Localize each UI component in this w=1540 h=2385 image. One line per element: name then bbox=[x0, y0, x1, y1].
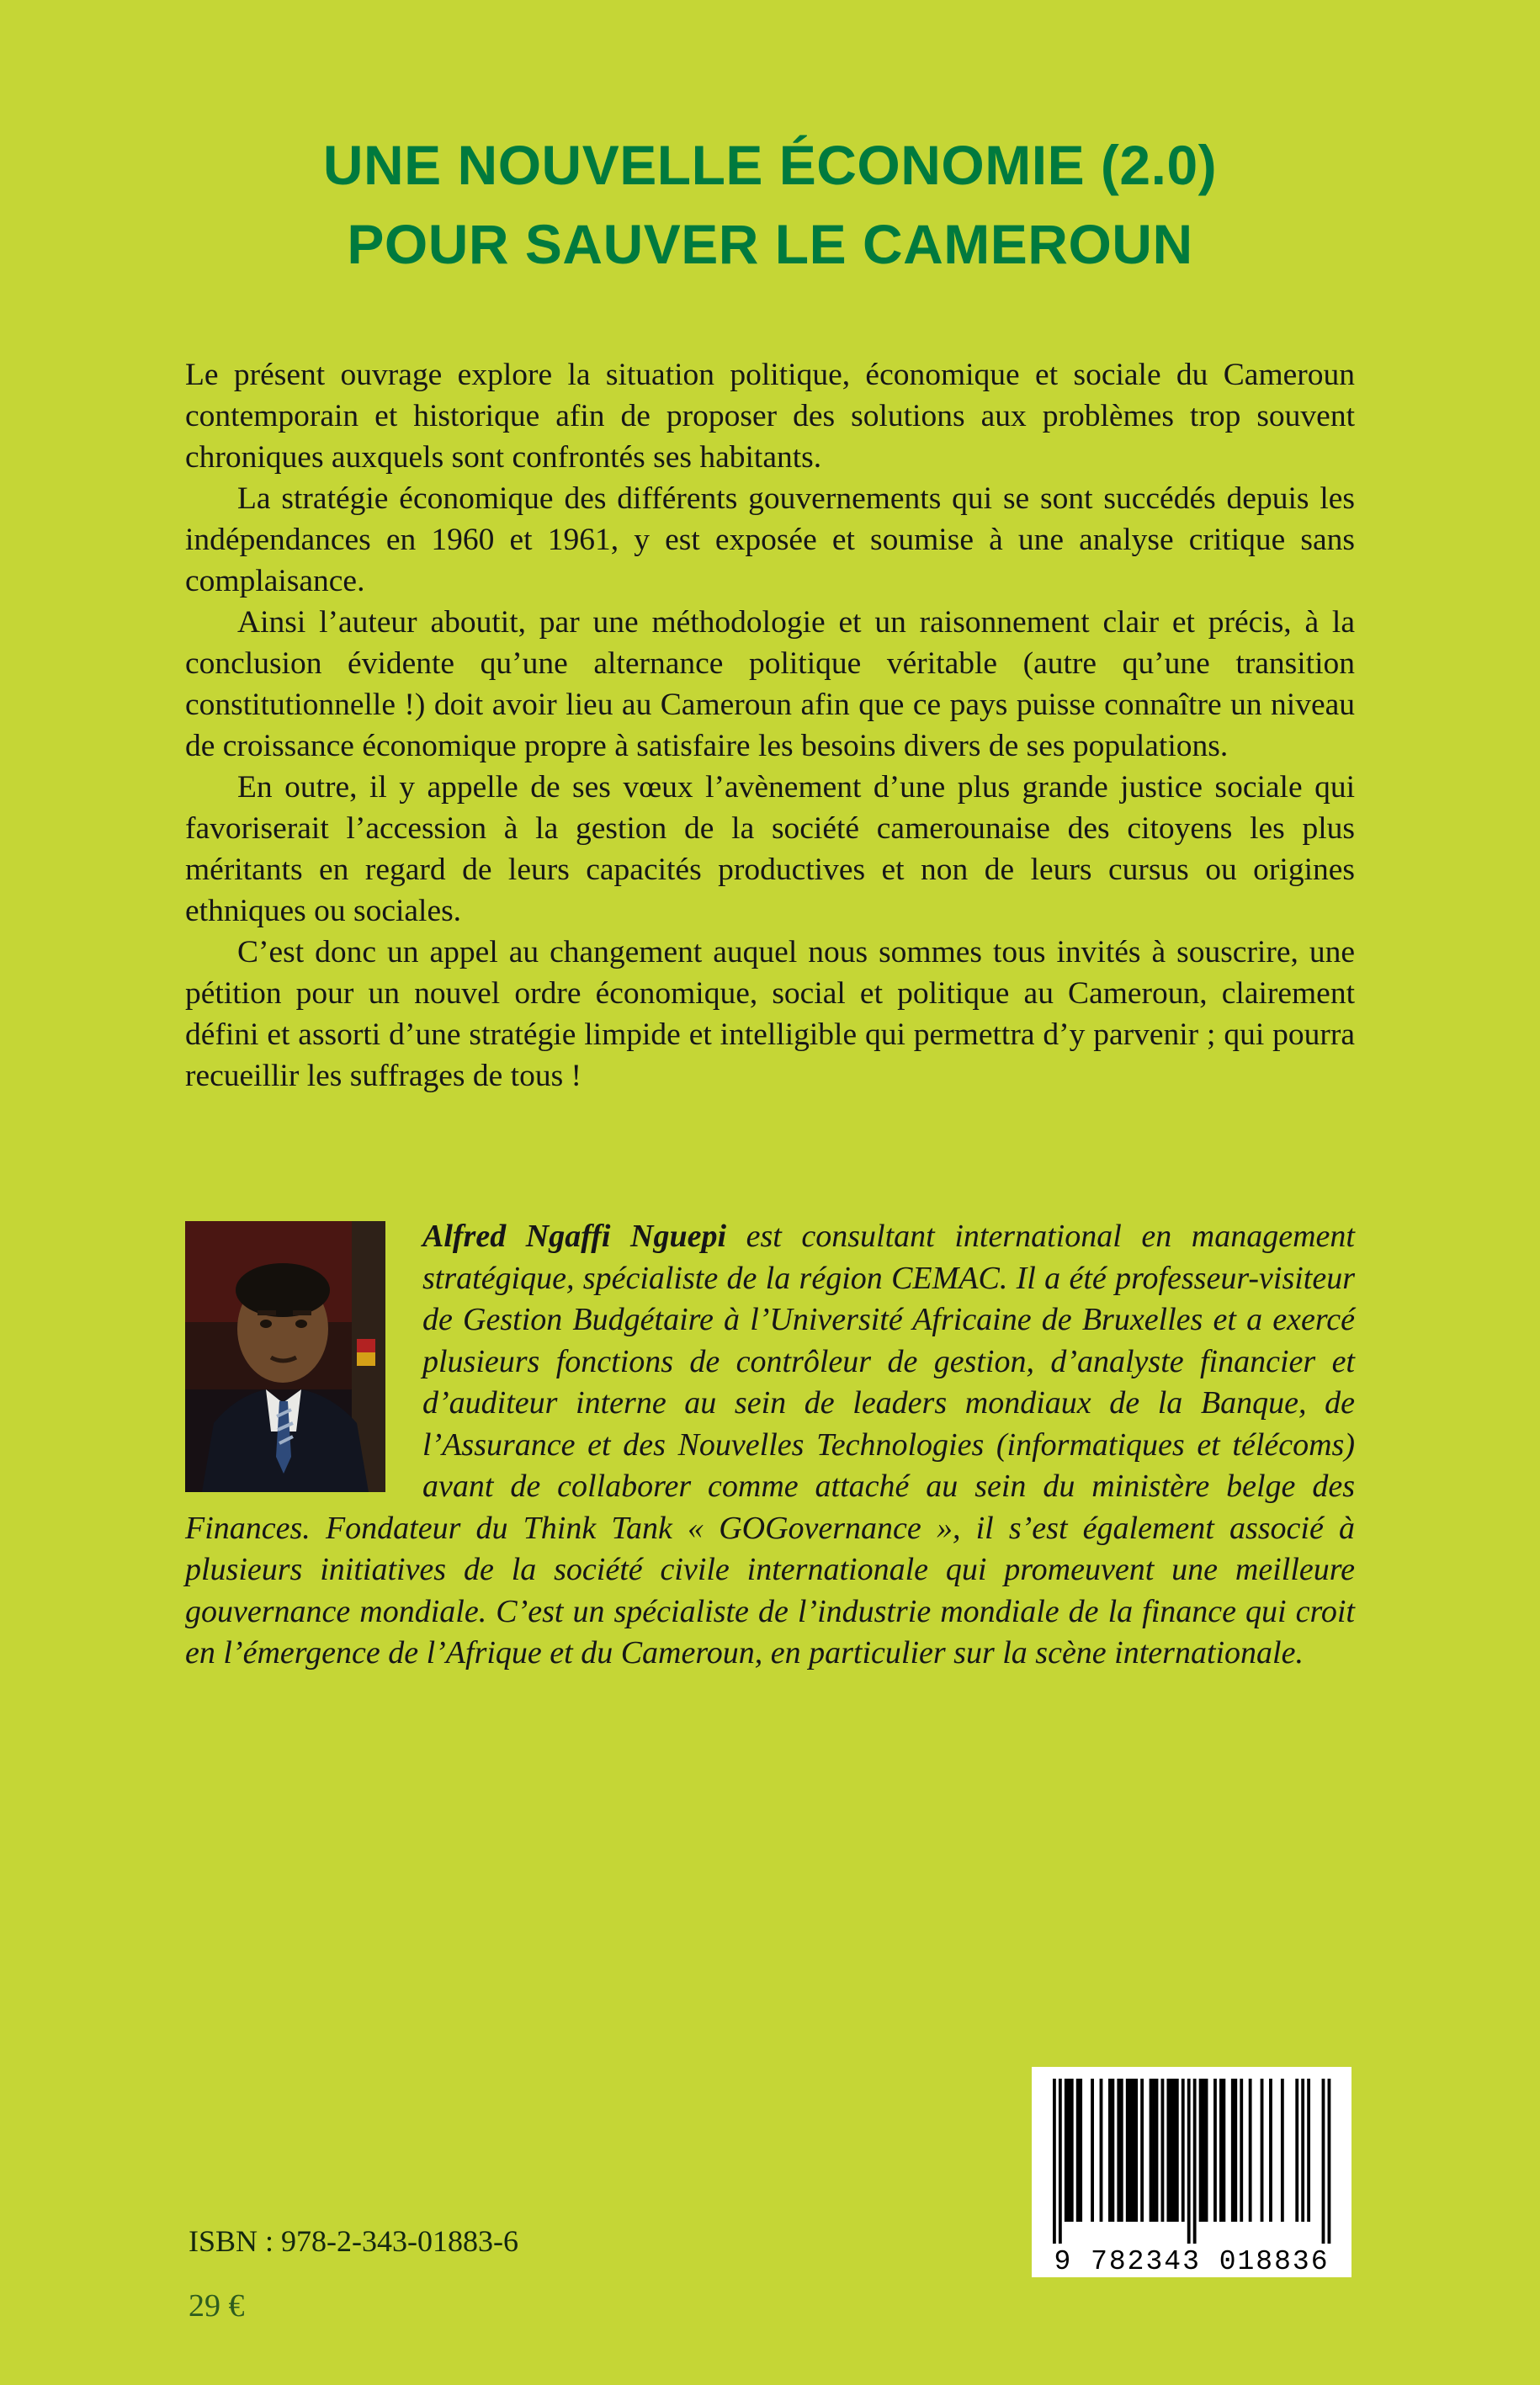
author-name: Alfred Ngaffi Nguepi bbox=[422, 1219, 727, 1255]
author-portrait-illustration bbox=[185, 1221, 385, 1492]
book-title bbox=[0, 0, 1540, 284]
author-photo bbox=[185, 1221, 385, 1492]
isbn-label: ISBN : 978-2-343-01883-6 bbox=[189, 2224, 518, 2258]
book-title-line2: POUR SAUVER LE CAMEROUN bbox=[347, 212, 1193, 275]
synopsis bbox=[185, 354, 1355, 1097]
synopsis-paragraph: Le présent ouvrage explore la situation politique, économique et sociale du Cameroun contemporain et historique afin de proposer des solutions aux problèmes trop souvent chroniques auxquels sont confrontés ses habitants. bbox=[185, 358, 1355, 475]
synopsis-paragraph: En outre, il y appelle de ses vœux l’avènement d’une plus grande justice sociale qui favoriserait l’accession à la gestion de la société camerounaise des citoyens les plus méritants en regard de leurs capacités productives et non de leurs cursus ou origines ethniques ou sociales. bbox=[185, 770, 1355, 929]
author-bio-body: est consultant international en management stratégique, spécialiste de la région CEMAC. Il a été professeur-visiteur de Gestion Budgétaire à l’Université Africaine de Bruxelles et a exercé plusieurs fonctions de contrôleur de gestion, d’analyste financier et d’auditeur interne au sein de leaders mondiaux de la Banque, de l’Assurance et des Nouvelles Technologies (informatiques et télécoms) avant de collaborer comme attaché au sein du ministère belge des Finances. Fondateur du Think Tank « GOGovernance », il s’est également associé à plusieurs initiatives de la société civile internationale qui promeuvent une meilleure gouvernance mondiale. C’est un spécialiste de l’industrie mondiale de la finance qui croit en l’émergence de l’Afrique et du Cameroun, en particulier sur la scène internationale. bbox=[185, 1219, 1355, 1671]
barcode bbox=[1032, 2067, 1351, 2277]
synopsis-paragraph: La stratégie économique des différents gouvernements qui se sont succédés depuis les indépendances en 1960 et 1961, y est exposée et soumise à une analyse critique sans complaisance. bbox=[185, 481, 1355, 599]
barcode-bars bbox=[1032, 2067, 1351, 2277]
price-label: 29 € bbox=[189, 2288, 245, 2324]
author-bio bbox=[185, 1216, 1355, 1675]
book-title-line1: UNE NOUVELLE ÉCONOMIE (2.0) bbox=[322, 134, 1218, 196]
synopsis-paragraph: Ainsi l’auteur aboutit, par une méthodologie et un raisonnement clair et précis, à la conclusion évidente qu’une alternance politique véritable (autre qu’une transition constitutionnelle !) doit avoir lieu au Cameroun afin que ce pays puisse connaître un niveau de croissance économique propre à satisfaire les besoins divers de ses populations. bbox=[185, 605, 1355, 764]
synopsis-paragraph: C’est donc un appel au changement auquel nous sommes tous invités à souscrire, une pétition pour un nouvel ordre économique, social et politique au Cameroun, clairement défini et assorti d’une stratégie limpide et intelligible qui permettra d’y parvenir ; qui pourra recueillir les suffrages de tous ! bbox=[185, 935, 1355, 1094]
barcode-number: 9 782343 018836 bbox=[1054, 2246, 1330, 2277]
